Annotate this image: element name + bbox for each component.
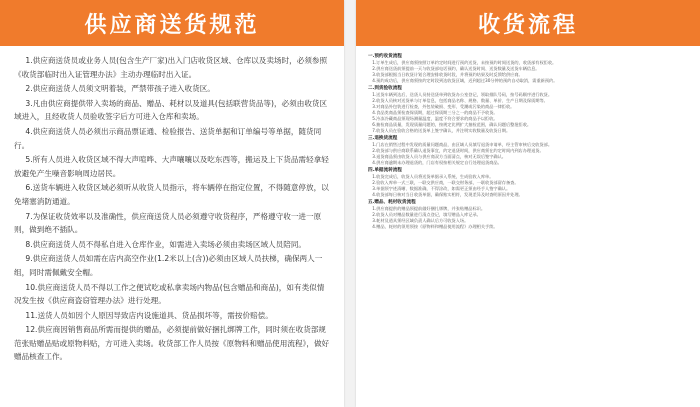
process-step: 4.赠品、耗材的领用须按《原物料和赠品使用流程》办理相关手续。 (372, 223, 498, 229)
rule-item: 8.供应商送货人员不得私自进入仓库作业，如需进入卖场必须由卖场区域人员陪同。 (25, 239, 307, 249)
process-step: 1.收货完成后，收货人员将送货单据录入系统，生成验收入库单。 (372, 174, 494, 180)
rule-item: 9.供应商送货人员如需在店内高空作业(1.2米以上(含))必须由区域人员扶梯，确保两人一组，同时需佩戴安全帽。 (14, 254, 323, 277)
process-step: 2.收货人员对赠品数量进行清点登记，填写赠品入库记录。 (372, 212, 481, 218)
process-section (368, 168, 688, 198)
process-step: 3.退货商品须由收货人员与供应商双方当面清点，核对无误后签字确认。 (372, 154, 506, 159)
process-step: 4.预约成功后，供应商须按约定时段到达收货区域，迟到超过30分钟的预约自动取消，需重新预约。 (372, 78, 558, 84)
process-title: 收货流程 (477, 12, 578, 38)
rule-item: 6.送货车辆进入收货区域必须听从收货人员指示，将车辆停在指定位置，不得随意停放，以免堵塞消防通道。 (14, 183, 329, 206)
process-section-heading: 二.到货验收流程 (368, 86, 402, 92)
process-section (368, 86, 688, 134)
process-section-heading: 一.预约收货流程 (368, 54, 402, 59)
process-section (368, 200, 688, 230)
supplier-delivery-rules-panel (0, 0, 344, 407)
rules-list (0, 46, 344, 364)
process-step: 4.收货部每日核对当日收货单据，确保账实相符，发现差异及时查明原因并处理。 (372, 191, 523, 197)
process-section-heading: 四.单据流转流程 (368, 167, 402, 173)
rule-item: 7.为保证收货效率以及准确性，供应商送货人员必须遵守收货程序，严格遵守收一进一原则，做到绝不插队。 (14, 211, 322, 235)
process-step: 3.收货部根据当日收货计划合理安排收货时段，并将预约结果及时反馈给供应商。 (372, 72, 523, 78)
process-section (368, 136, 688, 166)
process-list (356, 46, 700, 230)
rule-item: 5.所有人员进入收货区域不得大声喧哗、大声嚷嚷以及吃东西等，搬运及上下货品需轻拿轻放避免产生噪音影响周边居民。 (14, 155, 329, 178)
process-step: 4.食品类商品须检查保质期，超过保质期三分之一的商品不予收货。 (372, 110, 498, 116)
process-step: 1.门店在销售过程中发现的质量问题商品，由区域人员填写退货申请单，经主管审核后交收货部。 (372, 142, 553, 148)
process-step: 3.对商品外包装进行检查，外包装破损、变形、受潮或污染的商品一律拒收。 (372, 104, 515, 110)
process-step: 2.验收入库单一式三联，一联交供应商，一联交财务部，一联收货部留存备查。 (372, 180, 519, 186)
rule-item: 11.送货人员如因个人原因导致店内设施道具、货品损坏等，需按价赔偿。 (25, 310, 273, 320)
process-header (356, 0, 700, 46)
rule-item: 1.供应商送货员或业务人员(包含生产厂家)出入门店收货区域、仓库以及卖场时，必须参照《收货部临时出入证管理办法》主动办理临时出入证。 (14, 56, 328, 79)
process-step: 3.耗材及道具须经区域负责人确认后方可收货入场。 (372, 218, 469, 224)
process-step: 7.收货人员在验收合格的送货单上签字确认，并注明实收数量及收货日期。 (372, 127, 511, 133)
rule-item: 10.供应商送货人员不得以工作之便试吃或私拿卖场内物品(包含赠品和商品)，如有类似情况发生按《供应商盗窃管理办法》进行处理。 (14, 282, 325, 306)
rule-item: 3.凡由供应商提供带入卖场的商品、赠品、耗材以及道具(包括联营货品等)，必须由收货区域进入，且经收货人员验收签字后方可进入仓库和卖场。 (14, 98, 328, 122)
process-step: 6.抽检商品质量，发现质量问题的，按规定比例扩大抽检范围，确认问题后整批拒收。 (372, 121, 532, 127)
rule-item: 2.供应商送货人员须文明着装，严禁带孩子进入收货区。 (25, 84, 215, 94)
process-step: 3.单据须字迹清晰、数据准确，不得涂改，如需更正须由经手人签字确认。 (372, 186, 511, 192)
rule-item: 4.供应商送货人员必须出示商品票证通、检验报告、送货单据和订单编号等单据，随货同行。 (14, 126, 322, 150)
process-step: 5.冷冻冷藏商品须现场测量温度，温度不符合要求的商品予以拒收。 (372, 116, 498, 122)
rules-header (0, 0, 344, 46)
process-step: 2.供应商送货前须提前一天与收货部电话预约，确认送货时间、送货数量及送货车辆信息。 (372, 66, 540, 72)
process-section-heading: 三.退换货流程 (368, 135, 398, 141)
process-step: 4.供应商逾期未办理退货的，门店有权按相关规定自行处理退货商品。 (372, 159, 502, 165)
receiving-process-panel (356, 0, 700, 407)
process-step: 1.订单生成后，供应商须按照订单约定时间进行预约送货，未按预约时间送货的，收货部有权拒收。 (372, 60, 557, 66)
process-step: 2.收货人员核对送货单与订单信息，包括商品名称、规格、数量、单价、生产日期及保质期等。 (372, 98, 548, 104)
process-section (368, 54, 688, 84)
process-step: 2.收货部与供应商联系确认退货事宜，约定退货时间，供应商须在约定时间内到店办理退货。 (372, 148, 544, 154)
process-step: 1.送货车辆到达后，送货人员持送货单到收货办公室登记，领取排队号码，按号码顺序进行收货。 (372, 92, 553, 98)
rules-title: 供应商送货规范 (84, 12, 260, 38)
rule-item: 12.供应商因销售商品所需而提供的赠品，必须提前做好捆扎绑牌工作，同时须在收货部规范张贴赠品贴或原物料贴，方可进入卖场。收货部工作人员按《原物料和赠品使用流程》，做好赠品核查工作。 (14, 325, 330, 362)
process-section-heading: 五.赠品、耗材收货流程 (368, 199, 416, 205)
process-step: 1.供应商提供的赠品须提前做好捆扎绑牌，并张贴赠品标识。 (372, 206, 486, 212)
